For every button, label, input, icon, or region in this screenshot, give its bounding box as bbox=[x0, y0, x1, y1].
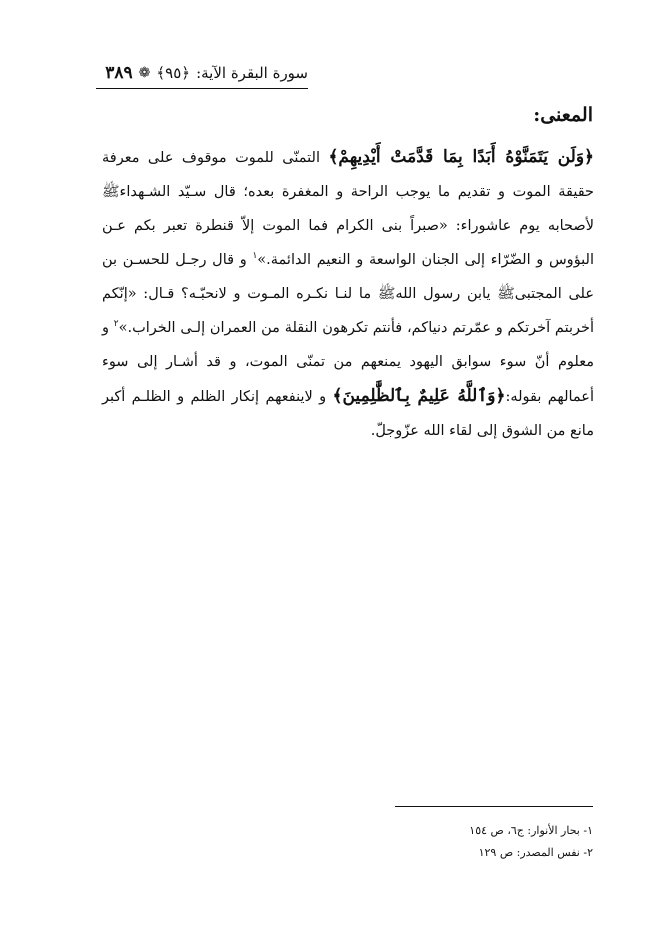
paragraph-text-4: و لاينفعهم إنكار الظلم و الظلـم أكبر مانع من الشوق إلى لقاء الله عزّوجلّ. bbox=[102, 389, 594, 439]
footnote-separator bbox=[395, 806, 593, 807]
paragraph-text-3: و معلوم أنّ سوء سوابق اليهود يمنعهم من تمنّى الموت، و قد أشـار إلى سوء أعمالهم بقوله: bbox=[102, 320, 594, 405]
footnotes bbox=[333, 820, 593, 864]
ornament-icon: ❁ bbox=[138, 65, 151, 81]
quran-verse: ﴿وَلَن يَتَمَنَّوْهُ أَبَدًا بِمَا قَدَّمَتْ أَيْدِيهِمْ﴾ bbox=[328, 147, 594, 167]
running-header bbox=[96, 58, 308, 88]
verse-reference: ﴿٩٥﴾ bbox=[156, 64, 191, 82]
quran-verse-2: ﴿وَٱللَّهُ عَلِيمٌ بِٱلظَّٰلِمِينَ﴾ bbox=[332, 386, 506, 406]
footnote-ref-1[interactable]: ١ bbox=[252, 251, 258, 262]
footnote-1: ١- بحار الأنوار: ج٦، ص ١٥٤ bbox=[469, 824, 593, 837]
page-number: ٣٨٩ bbox=[105, 63, 133, 83]
surah-label: سورة البقرة الآية: bbox=[196, 64, 308, 82]
main-paragraph bbox=[102, 140, 594, 448]
footnote-ref-2[interactable]: ٢ bbox=[113, 319, 119, 330]
section-heading: المعنى: bbox=[533, 104, 593, 126]
header-rule bbox=[96, 88, 308, 89]
footnote-2: ٢- نفس المصدر: ص ١٢٩ bbox=[478, 846, 593, 859]
paragraph-text-2: و قال رجـل للحسـن بن على المجتبىﷺ يابن رسول اللهﷺ ما لنـا نكـره المـوت و لانحبّـه؟ قـال: «إنّكم أخربتم آخرتكم و عمّرتم دنياكم، فأنتم تكرهون النقلة من العمران إلـى الخراب.» bbox=[102, 252, 594, 336]
paragraph-text-1: التمنّى للموت موقوف على معرفة حقيقة الموت و تقديم ما يوجب الراحة و المغفرة بعده؛ قال سـيّد الشـهداءﷺ لأصحابه يوم عاشوراء: «صبراً بنى الكرام فما الموت إلاّ قنطرة تعبر بكم عـن البؤوس و الضّرّاء إلى الجنان الواسعة و النعيم الدائمة.» bbox=[102, 150, 595, 268]
